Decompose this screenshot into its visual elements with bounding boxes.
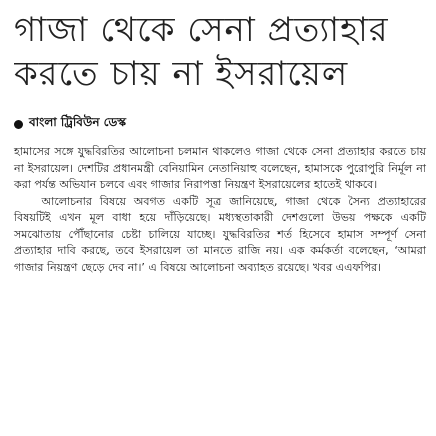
headline-line-2: করতে চায় না ইসরায়েল <box>14 54 349 94</box>
article-paragraph: হামাসের সঙ্গে যুদ্ধবিরতির আলোচনা চলমান থাকলেও গাজা থেকে সেনা প্রত্যাহার করতে চায় না ইসরায়েল। দেশটির প্রধানমন্ত্রী বেনিয়ামিন নেতানিয়াহু বলেছেন, হামাসকে পুরোপুরি নির্মূল না করা পর্যন্ত অভিযান চলবে এবং গাজার নিরাপত্তা নিয়ন্ত্রণ ইসরায়েলের হাতেই থাকবে। <box>14 145 426 191</box>
headline <box>14 8 426 96</box>
byline <box>14 114 426 134</box>
bullet-icon <box>14 120 23 129</box>
headline-line-1: গাজা থেকে সেনা প্রত্যাহার <box>14 10 389 50</box>
article-paragraph: আলোচনার বিষয়ে অবগত একটি সূত্র জানিয়েছে, গাজা থেকে সৈন্য প্রত্যাহারের বিষয়টিই এখন মূল বাধা হয়ে দাঁড়িয়েছে। মধ্যস্থতাকারী দেশগুলো উভয় পক্ষকে একটি সমঝোতায় পৌঁছানোর চেষ্টা চালিয়ে যাচ্ছে। যুদ্ধবিরতির শর্ত হিসেবে হামাস সম্পূর্ণ সেনা প্রত্যাহার দাবি করছে, তবে ইসরায়েল তা মানতে রাজি নয়। এক কর্মকর্তা বলেছেন, ‘আমরা গাজার নিয়ন্ত্রণ ছেড়ে দেব না।’ এ বিষয়ে আলোচনা অব্যাহত রয়েছে। খবর এএফপির। <box>14 194 426 274</box>
byline-text: বাংলা ট্রিবিউন ডেস্ক <box>29 115 127 129</box>
article-body <box>14 144 426 276</box>
